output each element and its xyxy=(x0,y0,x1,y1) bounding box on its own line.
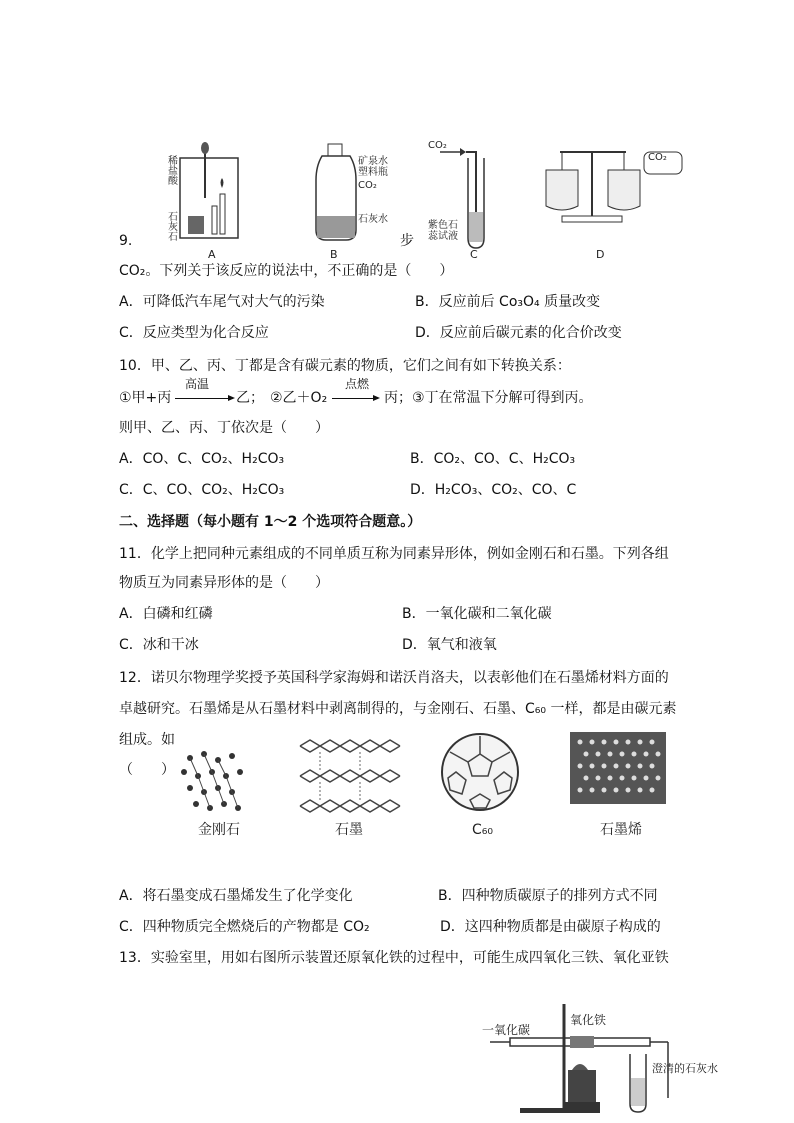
label-carbon-monoxide: 一氧化碳 xyxy=(482,1023,531,1037)
apparatus-b xyxy=(316,144,388,261)
a-text-2: 盐 xyxy=(168,166,178,177)
c-text-3: 蕊试液 xyxy=(428,231,458,242)
q10-option-a: A．CO、C、CO₂、H₂CO₃ xyxy=(119,451,285,467)
label-b: B xyxy=(330,248,338,261)
graphene-structure xyxy=(570,732,666,804)
apparatus-c xyxy=(428,140,484,261)
q10-reaction-1-arrowhead xyxy=(228,395,235,401)
q9-prefix: 9. xyxy=(119,233,133,249)
q11-line2: 物质互为同素异形体的是（ ） xyxy=(119,575,329,591)
caption-c60: C₆₀ xyxy=(472,822,493,838)
q12-line1: 12．诺贝尔物理学奖授予英国科学家海姆和诺沃肖洛夫，以表彰他们在石墨烯材料方面的 xyxy=(119,670,669,686)
q9-tail: 步 xyxy=(400,233,414,249)
q12-line3: 组成。如 xyxy=(119,732,175,748)
q11-option-b: B．一氧化碳和二氧化碳 xyxy=(402,606,552,622)
graphite-structure xyxy=(300,740,400,812)
q13-line1: 13．实验室里，用如右图所示装置还原氧化铁的过程中，可能生成四氧化三铁、氧化亚铁 xyxy=(119,950,669,966)
label-c: C xyxy=(470,248,478,261)
b-text-4: 石灰水 xyxy=(358,214,388,225)
q11-option-d: D．氧气和液氧 xyxy=(402,637,497,653)
section-2-title: 二、选择题（每小题有 1～2 个选项符合题意。） xyxy=(119,514,422,530)
b-text-1: 矿泉水 xyxy=(358,156,388,167)
q9-line2: CO₂。下列关于该反应的说法中，不正确的是（ ） xyxy=(119,263,454,279)
q10-reaction-1-right: 乙； xyxy=(236,390,264,406)
a-text-4: 石 xyxy=(168,212,178,223)
q10-option-c: C．C、CO、CO₂、H₂CO₃ xyxy=(119,482,285,498)
q10-reaction-1-arrow xyxy=(175,398,233,399)
q11-option-c: C．冰和干冰 xyxy=(119,637,199,653)
q10-option-b: B．CO₂、CO、C、H₂CO₃ xyxy=(410,451,576,467)
label-a: A xyxy=(208,248,216,261)
q12-option-b: B．四种物质碳原子的排列方式不同 xyxy=(438,888,658,904)
b-text-3: CO₂ xyxy=(358,180,377,191)
caption-graphene: 石墨烯 xyxy=(600,822,642,838)
q10-reaction-2-arrowhead xyxy=(373,395,380,401)
q12-answer-paren: （ ） xyxy=(119,762,175,778)
apparatus-a xyxy=(168,142,238,261)
q10-reaction-1-condition: 高温 xyxy=(185,377,210,391)
q10-reaction-2-right: 丙；③丁在常温下分解可得到丙。 xyxy=(384,390,593,406)
q9-option-a: A．可降低汽车尾气对大气的污染 xyxy=(119,294,325,310)
a-text-1: 稀 xyxy=(168,156,178,167)
q10-stem: 10．甲、乙、丙、丁都是含有碳元素的物质，它们之间有如下转换关系： xyxy=(119,358,571,374)
q9-option-d: D．反应前后碳元素的化合价改变 xyxy=(415,325,622,341)
q10-reaction-2-arrow xyxy=(332,398,378,399)
label-limewater xyxy=(652,1061,718,1075)
d-text-1: CO₂ xyxy=(648,152,667,163)
caption-graphite: 石墨 xyxy=(335,822,363,838)
a-text-6: 石 xyxy=(168,232,178,243)
c60-structure xyxy=(442,734,518,810)
q10-ask: 则甲、乙、丙、丁依次是（ ） xyxy=(119,420,329,436)
caption-diamond: 金刚石 xyxy=(198,822,240,838)
q12-option-c: C．四种物质完全燃烧后的产物都是 CO₂ xyxy=(119,919,370,935)
q9-option-c: C．反应类型为化合反应 xyxy=(119,325,269,341)
apparatus-figure-top xyxy=(150,138,690,266)
q12-option-a: A．将石墨变成石墨烯发生了化学变化 xyxy=(119,888,353,904)
q12-line2: 卓越研究。石墨烯是从石墨材料中剥离制得的，与金刚石、石墨、C₆₀ 一样，都是由碳元素 xyxy=(119,701,677,717)
q11-option-a: A．白磷和红磷 xyxy=(119,606,213,622)
label-d: D xyxy=(596,248,605,261)
a-text-3: 酸 xyxy=(168,176,178,187)
q10-reaction-1-left: ①甲+丙 xyxy=(119,390,172,406)
q9-option-b: B．反应前后 Co₃O₄ 质量改变 xyxy=(415,294,601,310)
apparatus-d xyxy=(546,152,682,261)
label-limewater-text: 澄清的石灰水 xyxy=(652,1062,718,1075)
q10-reaction-2-condition: 点燃 xyxy=(345,377,370,391)
q10-option-d: D．H₂CO₃、CO₂、CO、C xyxy=(410,482,577,498)
a-text-5: 灰 xyxy=(168,222,178,233)
b-text-2: 塑料瓶 xyxy=(358,167,388,178)
label-iron-oxide: 氧化铁 xyxy=(570,1013,607,1027)
q11-line1: 11．化学上把同种元素组成的不同单质互称为同素异形体，例如金刚石和石墨。下列各组 xyxy=(119,546,669,562)
c-text-1: CO₂ xyxy=(428,140,447,151)
diamond-structure xyxy=(181,751,243,811)
q12-option-d: D．这四种物质都是由碳原子构成的 xyxy=(440,919,661,935)
q10-reaction-2-left: ②乙＋O₂ xyxy=(270,390,328,406)
c-text-2: 紫色石 xyxy=(428,220,458,231)
carbon-allotropes-figure xyxy=(170,728,670,848)
reduction-apparatus-figure xyxy=(480,998,718,1118)
